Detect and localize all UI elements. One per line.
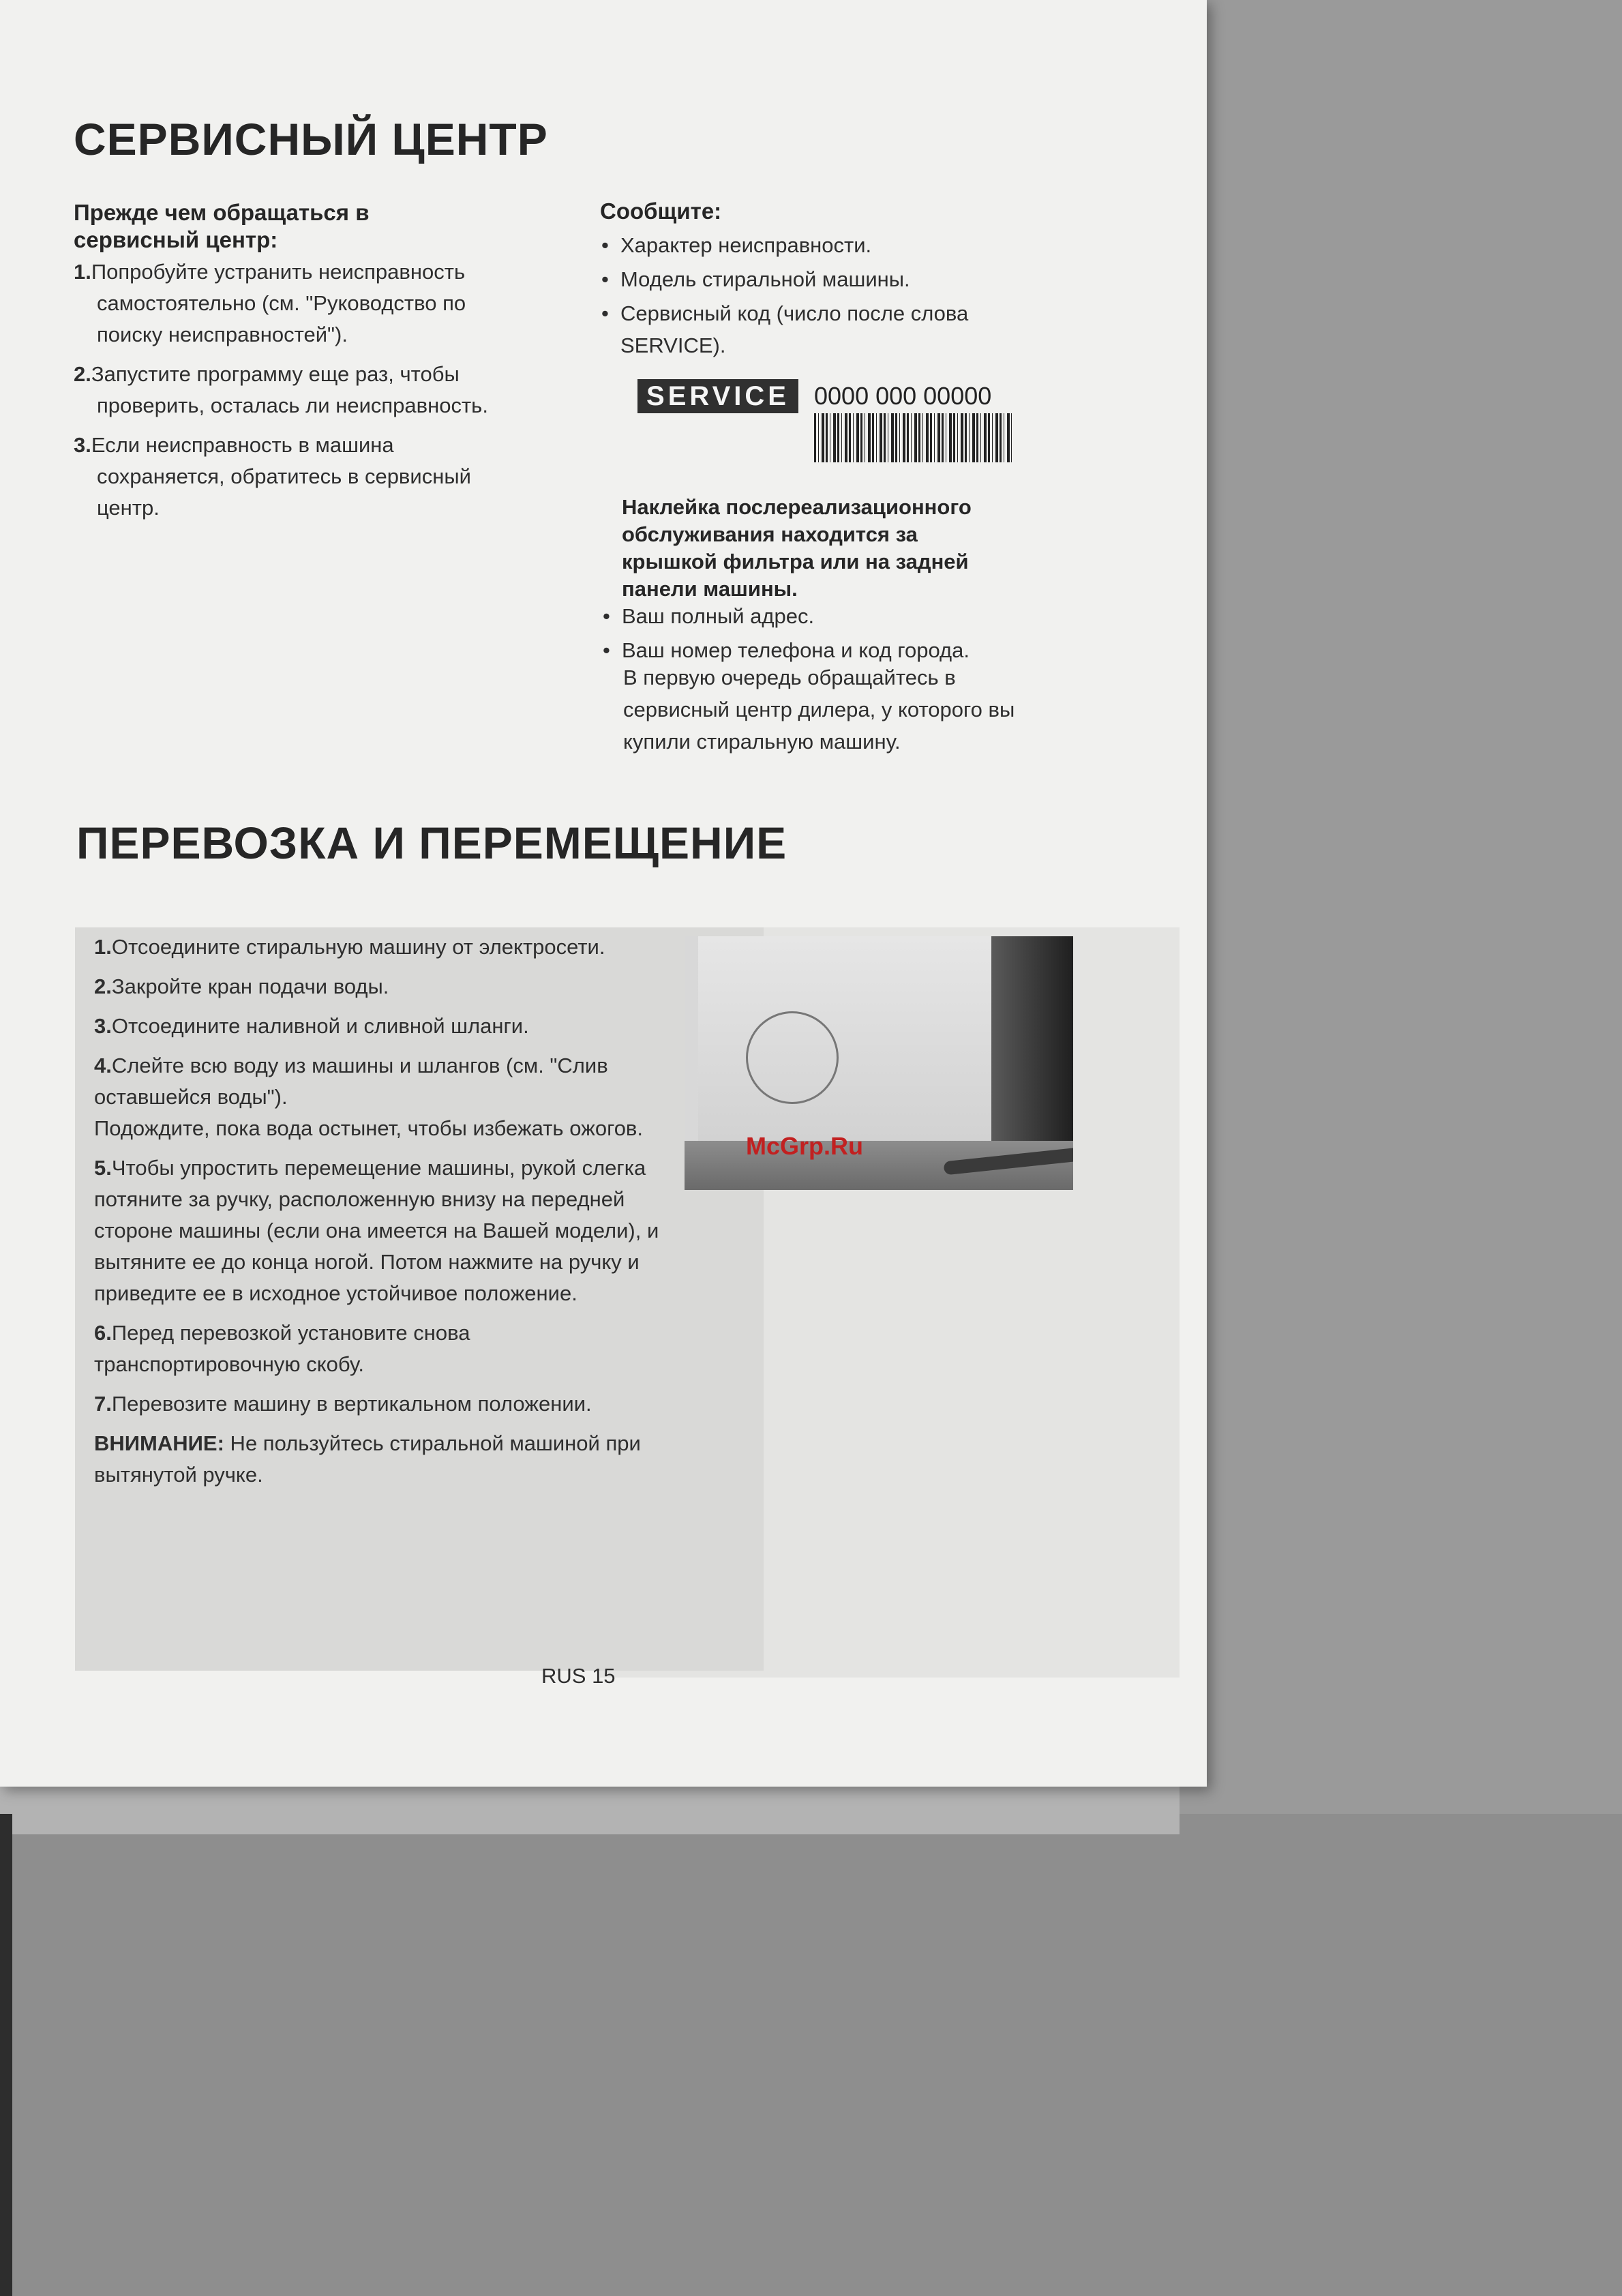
- sticker-location-note: Наклейка послереализационного обслуживания находится за крышкой фильтра или на задней панели машины.: [622, 495, 972, 601]
- attention-note: ВНИМАНИЕ: Не пользуйтесь стиральной машиной при вытянутой ручке.: [94, 1431, 641, 1487]
- contact-item: • Ваш полный адрес.: [601, 600, 1079, 632]
- barcode-icon: [814, 413, 1012, 462]
- report-item: • Сервисный код (число после слова SERVICE).: [600, 297, 1064, 361]
- section-title-service-center: СЕРВИСНЫЙ ЦЕНТР: [74, 114, 548, 164]
- washing-machine-photo: [685, 936, 1073, 1190]
- watermark-text: McGrp.Ru: [746, 1132, 864, 1160]
- service-sticker-label: SERVICE: [637, 379, 798, 413]
- report-item: • Модель стиральной машины.: [600, 263, 1064, 295]
- service-step-1: 1.Попробуйте устранить неисправность самостоятельно (см. "Руководство по поиску неисправностей").: [74, 260, 466, 346]
- transport-step-5: 5.Чтобы упростить перемещение машины, рукой слегка потяните за ручку, расположенную внизу на передней стороне машины (если она имеется на Вашей модели), и вытяните ее до конца ногой. Потом нажмите на ручку и приведите ее в исходное устойчивое положение.: [94, 1156, 659, 1305]
- transport-step-2: 2.Закройте кран подачи воды.: [94, 974, 389, 998]
- report-heading: Сообщите:: [600, 198, 722, 224]
- contact-item: • Ваш номер телефона и код города.: [601, 634, 1079, 666]
- transport-step-3: 3.Отсоедините наливной и сливной шланги.: [94, 1014, 529, 1038]
- service-sticker-code: 0000 000 00000: [814, 382, 992, 410]
- background-desk: [0, 1814, 1622, 2296]
- service-step-2: 2.Запустите программу еще раз, чтобы проверить, осталась ли неисправность.: [74, 362, 488, 417]
- page-number: RUS 15: [541, 1664, 616, 1688]
- transport-step-4: 4.Слейте всю воду из машины и шлангов (см. "Слив оставшейся воды"). Подождите, пока вода остынет, чтобы избежать ожогов.: [94, 1054, 644, 1140]
- machine-front: [698, 936, 991, 1141]
- section-title-transport: ПЕРЕВОЗКА И ПЕРЕМЕЩЕНИЕ: [76, 818, 787, 868]
- transport-steps: [94, 931, 680, 1499]
- transport-step-6: 6.Перед перевозкой установите снова транспортировочную скобу.: [94, 1321, 470, 1376]
- dealer-note: В первую очередь обращайтесь в сервисный центр дилера, у которого вы купили стиральную машину.: [623, 666, 1015, 754]
- machine-side-shadow: [991, 936, 1073, 1141]
- paper-shadow-strip: [0, 1787, 1180, 1834]
- contact-info-list: [601, 600, 1079, 668]
- before-contact-heading: Прежде чем обращаться в сервисный центр:: [74, 200, 370, 252]
- service-step-3: 3.Если неисправность в машина сохраняется, обратитесь в сервисный центр.: [74, 433, 471, 520]
- handle-highlight-circle: [746, 1011, 839, 1104]
- report-item: • Характер неисправности.: [600, 229, 1064, 261]
- scan-edge: [0, 1814, 12, 2296]
- report-list: [600, 229, 1064, 363]
- transport-step-7: 7.Перевозите машину в вертикальном положении.: [94, 1392, 592, 1416]
- transport-step-1: 1.Отсоедините стиральную машину от электросети.: [94, 935, 605, 959]
